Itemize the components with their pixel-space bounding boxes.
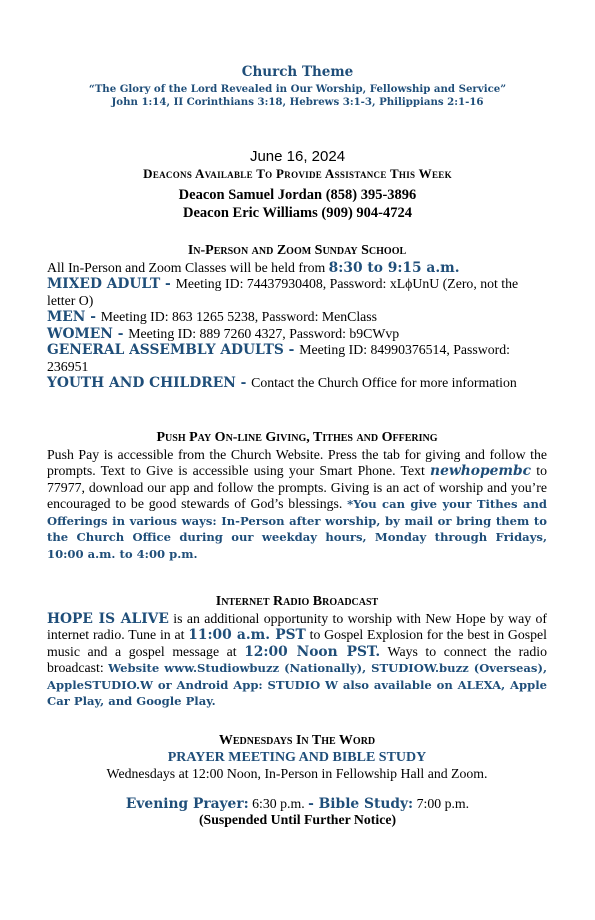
class-details: Meeting ID: 863 1265 5238, Password: MenClass: [100, 309, 378, 324]
class-label: GENERAL ASSEMBLY ADULTS -: [47, 342, 300, 358]
wednesday-schedule: [0, 796, 595, 812]
bulletin-date: June 16, 2024: [249, 148, 346, 165]
wednesday-subheading: PRAYER MEETING AND BIBLE STUDY: [167, 749, 427, 765]
class-time: 8:30 to 9:15 a.m.: [328, 259, 460, 276]
theme-quote: “The Glory of the Lord Revealed in Our Worship, Fellowship and Service”: [88, 83, 507, 95]
theme-scripture-refs: John 1:14, II Corinthians 3:18, Hebrews 3:1-3, Philippians 2:1-16: [111, 96, 484, 108]
section-heading: Push Pay On-line Giving, Tithes and Offering: [156, 430, 438, 445]
body-text: Ways to connect the radio broadcast:: [47, 643, 547, 675]
class-youth: [47, 375, 547, 392]
broadcast-time: 11:00 a.m. PST: [188, 627, 306, 643]
body-text: to Gospel Explosion for the best in Gospel music and a gospel message at: [47, 627, 547, 659]
class-details: Contact the Church Office for more information: [251, 375, 517, 390]
class-general-assembly: [47, 342, 547, 375]
push-pay-body: [47, 447, 547, 563]
bible-study-time: 7:00 p.m.: [413, 796, 470, 811]
push-pay-section: [47, 430, 547, 562]
class-details: Meeting ID: 84990376514, Password: 236951: [47, 342, 510, 374]
evening-prayer-label: Evening Prayer:: [125, 796, 249, 812]
radio-body: [47, 611, 547, 710]
radio-section: [47, 594, 547, 710]
class-details: Meeting ID: 74437930408, Password: xLϕUnU (Zero, not the letter O): [47, 276, 519, 308]
class-women: [47, 326, 547, 343]
program-name: HOPE IS ALIVE: [47, 610, 169, 627]
wednesday-text: Wednesdays at 12:00 Noon, In-Person in Fellowship Hall and Zoom.: [106, 766, 488, 781]
deacons-heading: Deacons Available To Provide Assistance This Week: [143, 166, 452, 181]
body-text: to 77977, download our app and follow the prompts. Giving is an act of worship and you’re encouraged to be good stewards of God’s blessings.: [47, 463, 548, 511]
section-heading: Wednesdays In The Word: [218, 733, 376, 748]
body-text: is an additional opportunity to worship with New Hope by way of internet radio. Tune in at: [47, 610, 547, 642]
sunday-school-section: [47, 243, 547, 392]
class-details: Meeting ID: 889 7260 4327, Password: b9CWvp: [128, 325, 400, 341]
class-label: YOUTH AND CHILDREN -: [47, 375, 252, 391]
suspended-notice: (Suspended Until Further Notice): [198, 812, 397, 827]
radio-links: Website www.Studiowbuzz (Nationally), STUDIOW.buzz (Overseas), AppleSTUDIO.W or Android App: STUDIO W also available on ALEXA, Apple Car Play, and Google Play.: [47, 661, 547, 708]
giving-note: *You can give your Tithes and Offerings in various ways: In-Person after worship, by mail or bring them to the Church Office during our weekday hours, Monday through Fridays, 10:00 a.m. to 4:00 p.m.: [47, 497, 548, 561]
deacon-contact: Deacon Eric Williams (909) 904-4724: [182, 205, 413, 221]
section-heading: Internet Radio Broadcast: [215, 594, 379, 609]
wednesday-section: [47, 733, 547, 783]
text-keyword: newhopembc: [430, 463, 532, 479]
class-label: WOMEN -: [47, 325, 129, 342]
bible-study-label: Bible Study:: [318, 796, 414, 812]
class-label: MIXED ADULT -: [47, 276, 176, 292]
separator: -: [308, 796, 319, 812]
class-men: [47, 309, 547, 326]
evening-prayer-time: 6:30 p.m.: [248, 796, 309, 811]
body-text: Push Pay is accessible from the Church Website. Press the tab for giving and follow the prompts. Text to Give is accessible using your Smart Phone. Text: [47, 446, 547, 478]
deacon-contact: Deacon Samuel Jordan (858) 395-3896: [178, 187, 417, 203]
intro-text: All In-Person and Zoom Classes will be held from: [47, 259, 329, 275]
section-heading: In-Person and Zoom Sunday School: [187, 243, 407, 258]
theme-title: Church Theme: [241, 64, 354, 80]
class-label: MEN -: [47, 309, 101, 325]
class-mixed-adult: [47, 276, 547, 309]
broadcast-time: 12:00 Noon PST.: [244, 643, 381, 660]
sunday-school-intro: [47, 260, 547, 277]
